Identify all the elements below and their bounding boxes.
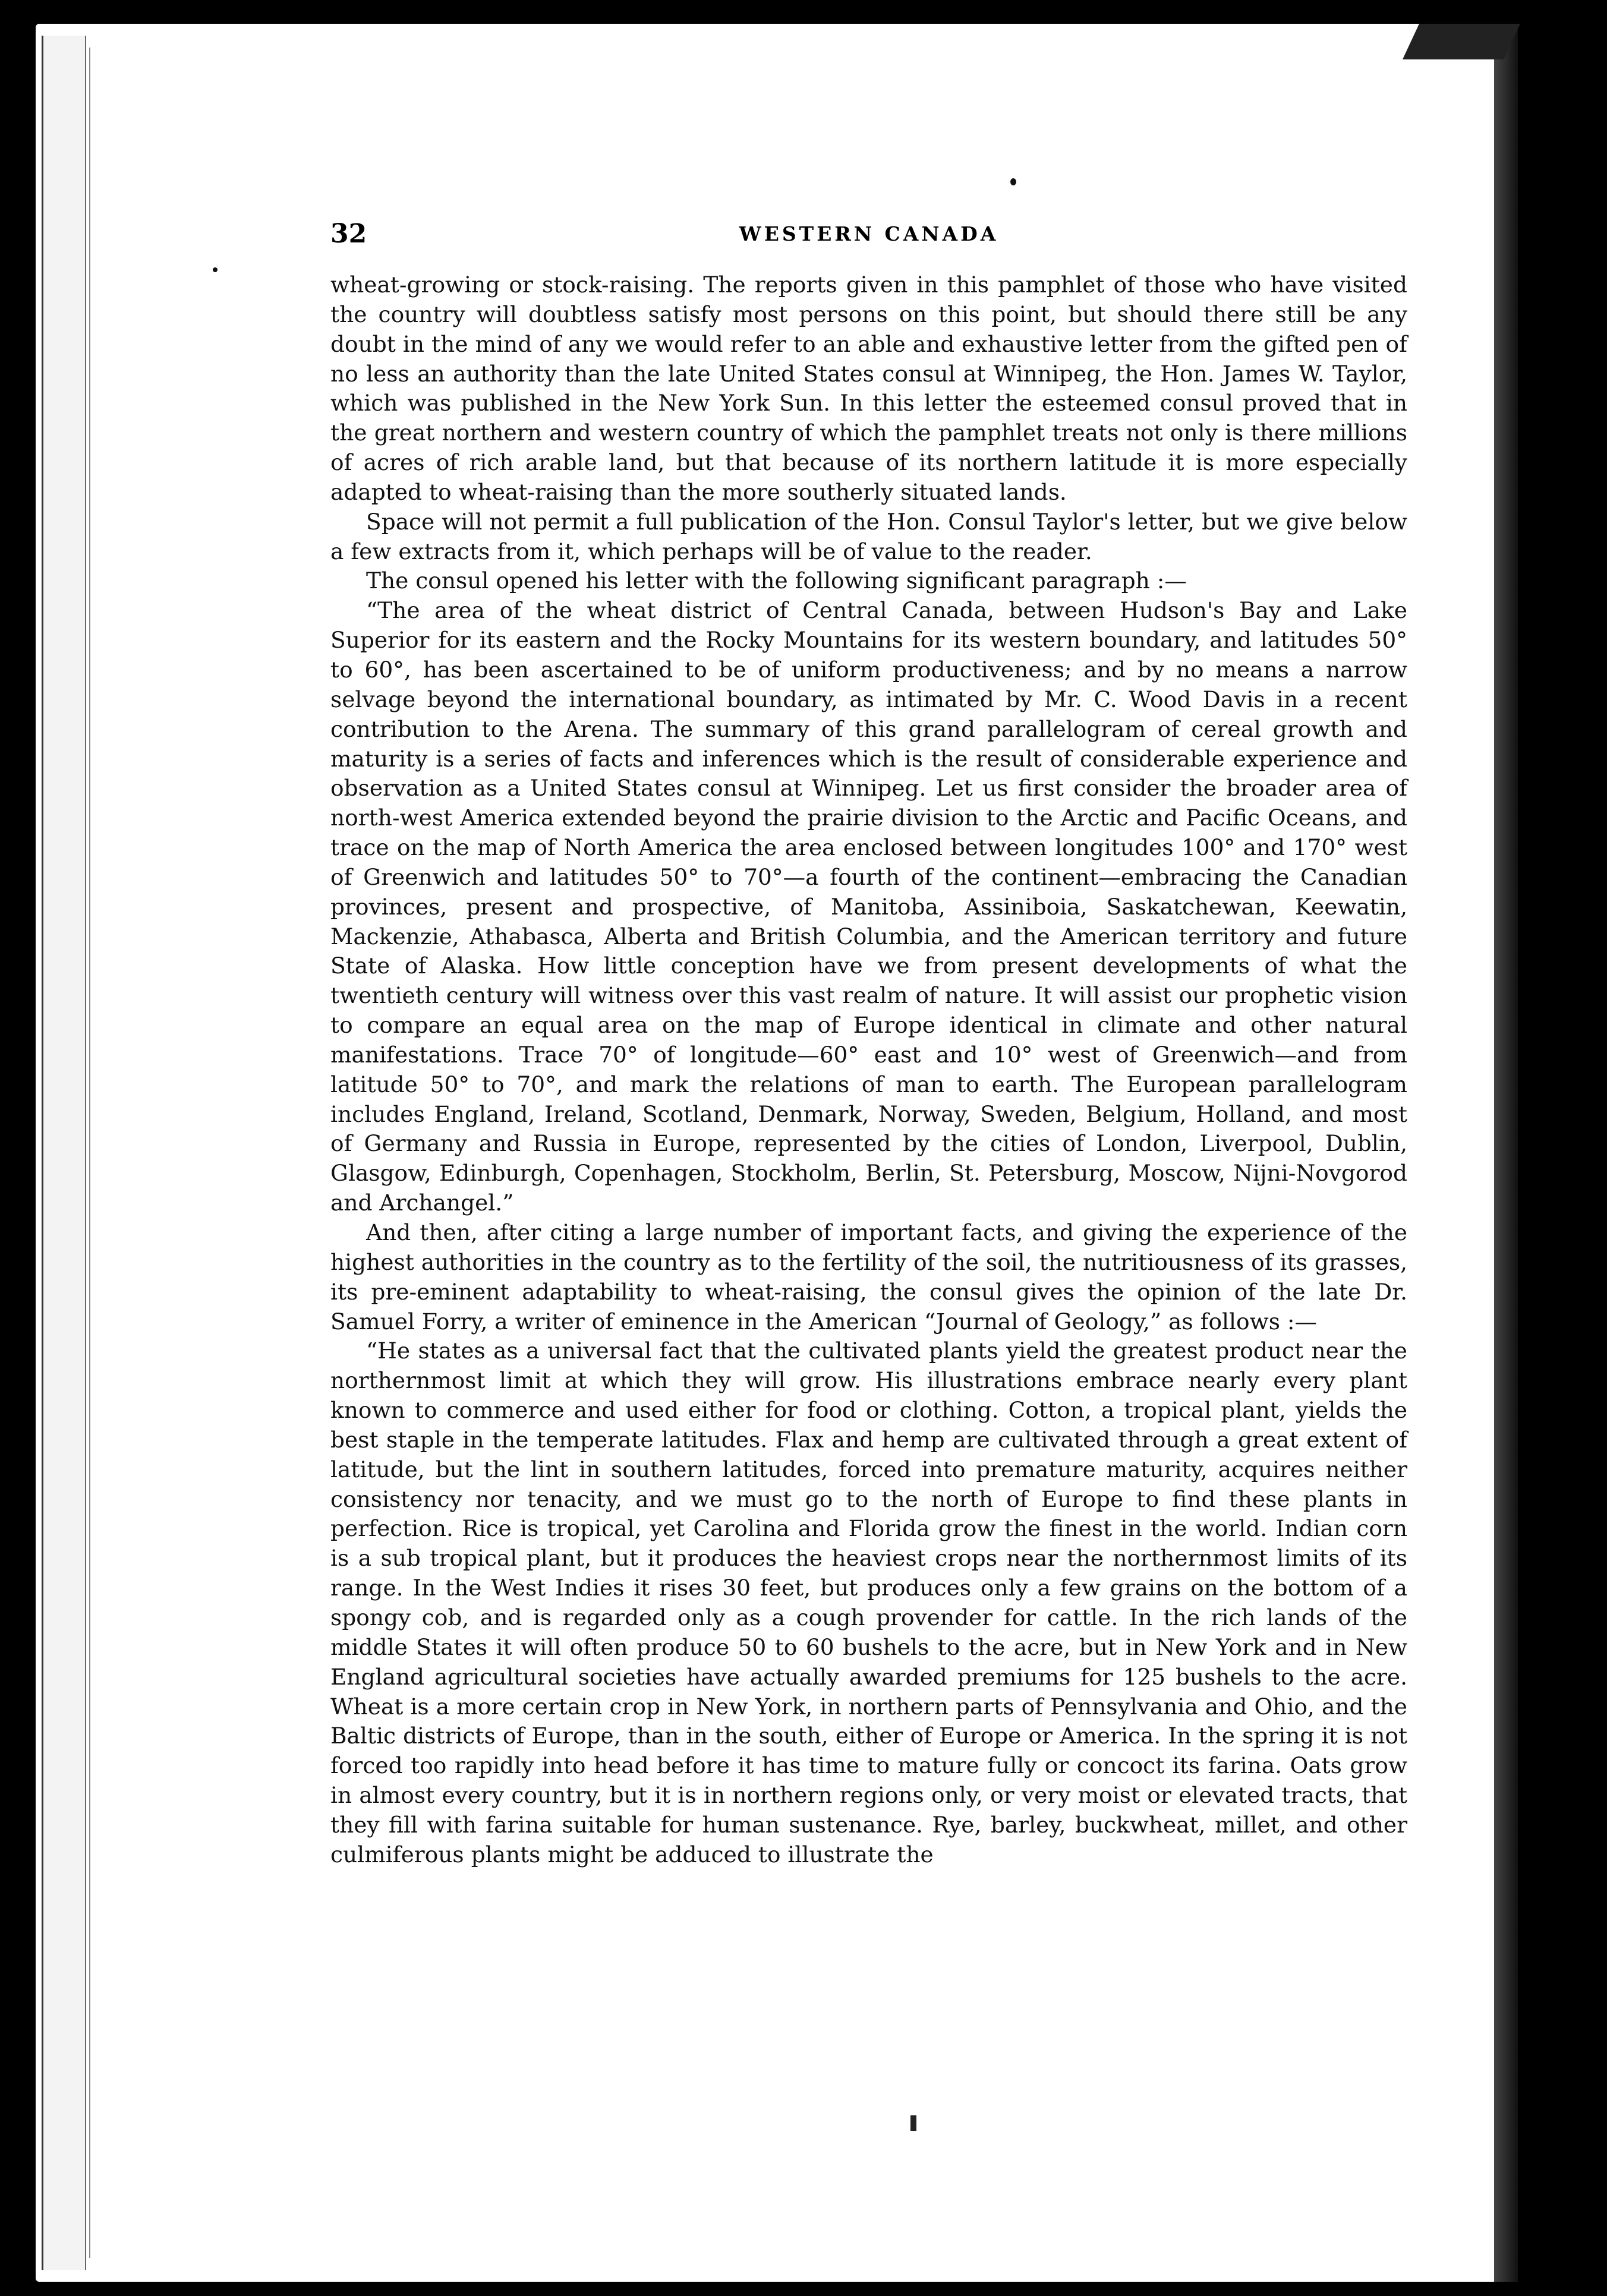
paragraph: And then, after citing a large number of important facts, and giving the experience of the highest authorities in the country as to the fertility of the soil, the nutritiousness of its grasses, its pre-eminent adaptability to wheat-raising, the consul gives the opinion of the late Dr. Samuel Forry, a writer of eminence in the American “Journal of Geology,” as follows :— xyxy=(330,1219,1407,1335)
page-number: 32 xyxy=(330,219,367,249)
running-title: WESTERN CANADA xyxy=(739,222,999,245)
binding-edge xyxy=(42,36,86,2270)
paragraph: The consul opened his letter with the following significant paragraph :— xyxy=(366,567,1187,594)
page-right-edge xyxy=(1494,24,1518,2282)
speck-mark xyxy=(1010,178,1016,185)
page-top-corner xyxy=(1403,24,1520,59)
binding-edge-inner xyxy=(89,48,114,2258)
body-text xyxy=(330,270,1407,1870)
quoted-paragraph: “He states as a universal fact that the cultivated plants yield the greatest product near the northernmost limit at which they will grow. His illustrations embrace nearly every plant known to commerce and used either for food or clothing. Cotton, a tropical plant, yields the best staple in the temperate latitudes. Flax and hemp are cultivated through a great extent of latitude, but the lint in southern latitudes, forced into premature maturity, acquires neither consistency nor tenacity, and we must go to the north of Europe to find these plants in perfection. Rice is tropical, yet Carolina and Florida grow the finest in the world. Indian corn is a sub tropical plant, but it produces the heaviest crops near the northernmost limits of its range. In the West Indies it rises 30 feet, but produces only a few grains on the bottom of a spongy cob, and is regarded only as a cough provender for cattle. In the rich lands of the middle States it will often produce 50 to 60 bushels to the acre, but in New York and in New England agricultural societies have actually awarded premiums for 125 bushels to the acre. Wheat is a more certain crop in New York, in northern parts of Pennsylvania and Ohio, and the Baltic districts of Europe, than in the south, either of Europe or America. In the spring it is not forced too rapidly into head before it has time to mature fully or concoct its farina. Oats grow in almost every country, but it is in northern regions only, or very moist or elevated tracts, that they fill with farina suitable for human sustenance. Rye, barley, buckwheat, millet, and other culmiferous plants might be adduced to illustrate the xyxy=(330,1338,1407,1868)
speck-mark xyxy=(213,267,218,272)
paragraph: wheat-growing or stock-raising. The reports given in this pamphlet of those who have visited the country will doubtless satisfy most persons on this point, but should there still be any doubt in the mind of any we would refer to an able and exhaustive letter from the gifted pen of no less an authority than the late United States consul at Winnipeg, the Hon. James W. Taylor, which was published in the New York Sun. In this letter the esteemed consul proved that in the great northern and western country of which the pamphlet treats not only is there millions of acres of rich arable land, but that because of its northern latitude it is more especially adapted to wheat-raising than the more southerly situated lands. xyxy=(330,272,1407,505)
page-header xyxy=(330,219,1407,260)
quoted-paragraph: “The area of the wheat district of Central Canada, between Hudson's Bay and Lake Superior for its eastern and the Rocky Mountains for its western boundary, and latitudes 50° to 60°, has been ascertained to be of uniform productiveness; and by no means a narrow selvage beyond the international boundary, as intimated by Mr. C. Wood Davis in a recent contribution to the Arena. The summary of this grand parallelogram of cereal growth and maturity is a series of facts and inferences which is the result of considerable experience and observation as a United States consul at Winnipeg. Let us first consider the broader area of north-west America extended beyond the prairie division to the Arctic and Pacific Oceans, and trace on the map of North America the area enclosed between longitudes 100° and 170° west of Greenwich and latitudes 50° to 70°—a fourth of the continent—embracing the Canadian provinces, present and prospective, of Manitoba, Assiniboia, Saskatchewan, Keewatin, Mackenzie, Athabasca, Alberta and British Columbia, and the American territory and future State of Alaska. How little conception have we from present developments of what the twentieth century will witness over this vast realm of nature. It will assist our prophetic vision to compare an equal area on the map of Europe identical in climate and other natural manifestations. Trace 70° of longitude—60° east and 10° west of Greenwich—and from latitude 50° to 70°, and mark the relations of man to earth. The European parallelogram includes England, Ireland, Scotland, Denmark, Norway, Sweden, Belgium, Holland, and most of Germany and Russia in Europe, represented by the cities of London, Liverpool, Dublin, Glasgow, Edinburgh, Copenhagen, Stockholm, Berlin, St. Petersburg, Moscow, Nijni-Novgorod and Archangel.” xyxy=(330,597,1407,1216)
paragraph: Space will not permit a full publication of the Hon. Consul Taylor's letter, but we give below a few extracts from it, which perhaps will be of value to the reader. xyxy=(330,508,1407,564)
speck-mark xyxy=(910,2115,916,2131)
